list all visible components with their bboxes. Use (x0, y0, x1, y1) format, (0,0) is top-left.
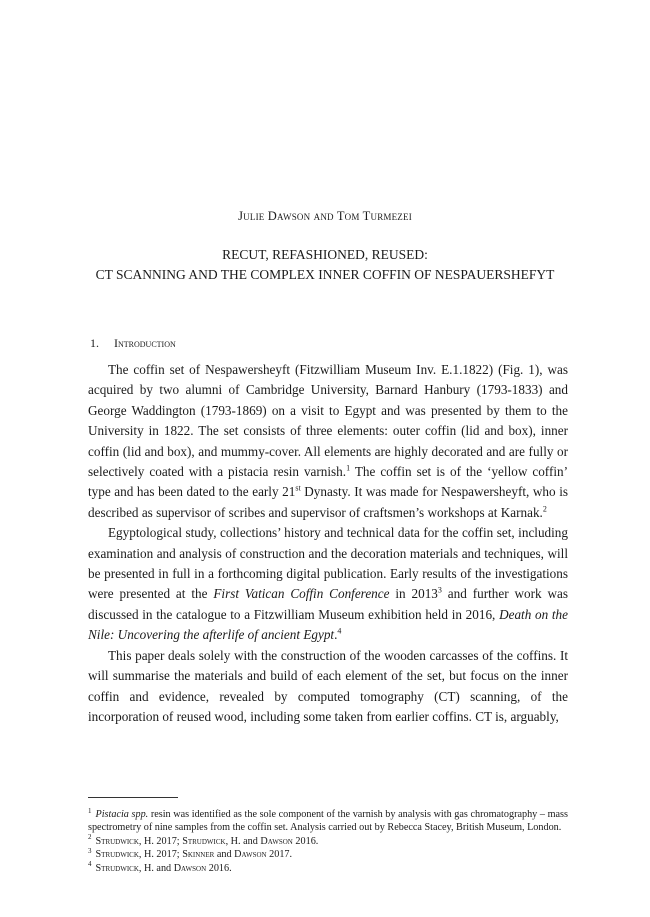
author-name: Strudwick (95, 849, 139, 861)
footnote-text: 2016. (292, 835, 319, 847)
author-name: Strudwick (95, 862, 139, 874)
author-name: Strudwick (182, 835, 226, 847)
footnote-text: resin was identified as the sole component of the varnish by analysis with gas chromatography – mass spectrometry of nine samples from the coffin set. Analysis carried out by Rebecca Stacey, British Museum, London. (88, 809, 568, 834)
paper-title (0, 245, 650, 285)
author-name: Strudwick (95, 835, 139, 847)
footnote-1 (88, 808, 568, 835)
author-name: Dawson (173, 862, 207, 874)
author-name: Dawson (260, 835, 293, 847)
footnote-mark: 2 (88, 833, 92, 842)
title-line-1: RECUT, REFASHIONED, REUSED: (222, 247, 428, 262)
footnote-text: , H. 2017; (138, 849, 183, 861)
ordinal-suffix: st (295, 484, 301, 494)
p1-text-c: Dynasty. It was made for Nespawersheyft, who is described as supervisor of scribes and supervisor of craftsmen’s workshops at Karnak. (88, 484, 568, 520)
p2-text-c: and further work was discussed in the catalogue to a Fitzwilliam Museum exhibition held in 2016, (88, 586, 568, 622)
body-text (88, 360, 568, 727)
paragraph-3: This paper deals solely with the construction of the wooden carcasses of the coffins. It will summarise the materials and build of each element of the set, but focus on the inner coffin and evidence, revealed by computed tomography (CT) scanning, of the incorporation of reused wood, including some taken from earlier coffins. CT is, arguably, (88, 647, 568, 724)
p1-text-a: The coffin set of Nespawersheyft (Fitzwilliam Museum Inv. E.1.1822) (Fig. 1), was acquired by two alumni of Cambridge University, Barnard Hanbury (1793-1833) and George Waddington (1793-1869) on a visit to Egypt and was presented by them to the University in 1822. The set consists of three elements: outer coffin (lid and box), inner coffin (lid and box), and mummy-cover. All elements are highly decorated and are fully or selectively coated with a pistacia resin varnish. (88, 362, 568, 480)
footnote-mark: 3 (88, 846, 92, 855)
paragraph-2 (88, 523, 568, 645)
exhibition-title: Death on the Nile: Uncovering the afterlife of ancient Egypt (88, 606, 568, 643)
footnote-text: 2017. (266, 849, 293, 861)
p2-text-a: Egyptological study, collections’ history and technical data for the coffin set, including examination and analysis of construction and the decoration materials and techniques, will be presented in full in a forthcoming digital publication. Early results of the investigations were presented at the (88, 525, 568, 602)
footnote-text: and (214, 849, 235, 861)
p2-text-b: in 2013 (389, 586, 438, 602)
conference-title: First Vatican Coffin Conference (213, 586, 390, 602)
footnote-text: , H. 2017; (138, 835, 183, 847)
footnote-ref-4: 4 (337, 626, 342, 636)
section-number: 1. (90, 336, 99, 350)
paragraph-1 (88, 360, 568, 523)
footnote-divider (88, 797, 178, 798)
authors: Julie Dawson and Tom Turmezei (238, 209, 412, 223)
footnote-ref-1: 1 (346, 463, 351, 473)
p1-text-b: The coffin set is of the ‘yellow coffin’ type and has been dated to the early 21 (88, 464, 568, 500)
footnote-4 (88, 862, 568, 875)
section-heading (90, 336, 176, 351)
footnotes (88, 808, 568, 875)
footnote-ref-3: 3 (437, 586, 442, 596)
author-name: Skinner (182, 849, 215, 861)
footnote-3 (88, 848, 568, 861)
footnote-text: , H. and (138, 862, 174, 874)
footnote-italic: Pistacia spp. (95, 809, 149, 820)
footnote-text: , H. and (225, 835, 261, 847)
footnote-mark: 4 (88, 860, 92, 869)
title-line-2: CT SCANNING AND THE COMPLEX INNER COFFIN OF NESPAUERSHEFYT (95, 267, 555, 282)
author-name: Dawson (234, 849, 267, 861)
p2-text-d: . (334, 627, 338, 643)
footnote-2 (88, 835, 568, 848)
footnote-text: 2016. (206, 862, 232, 874)
section-title: Introduction (114, 336, 176, 350)
footnote-ref-2: 2 (542, 504, 547, 514)
footnote-mark: 1 (88, 806, 92, 815)
